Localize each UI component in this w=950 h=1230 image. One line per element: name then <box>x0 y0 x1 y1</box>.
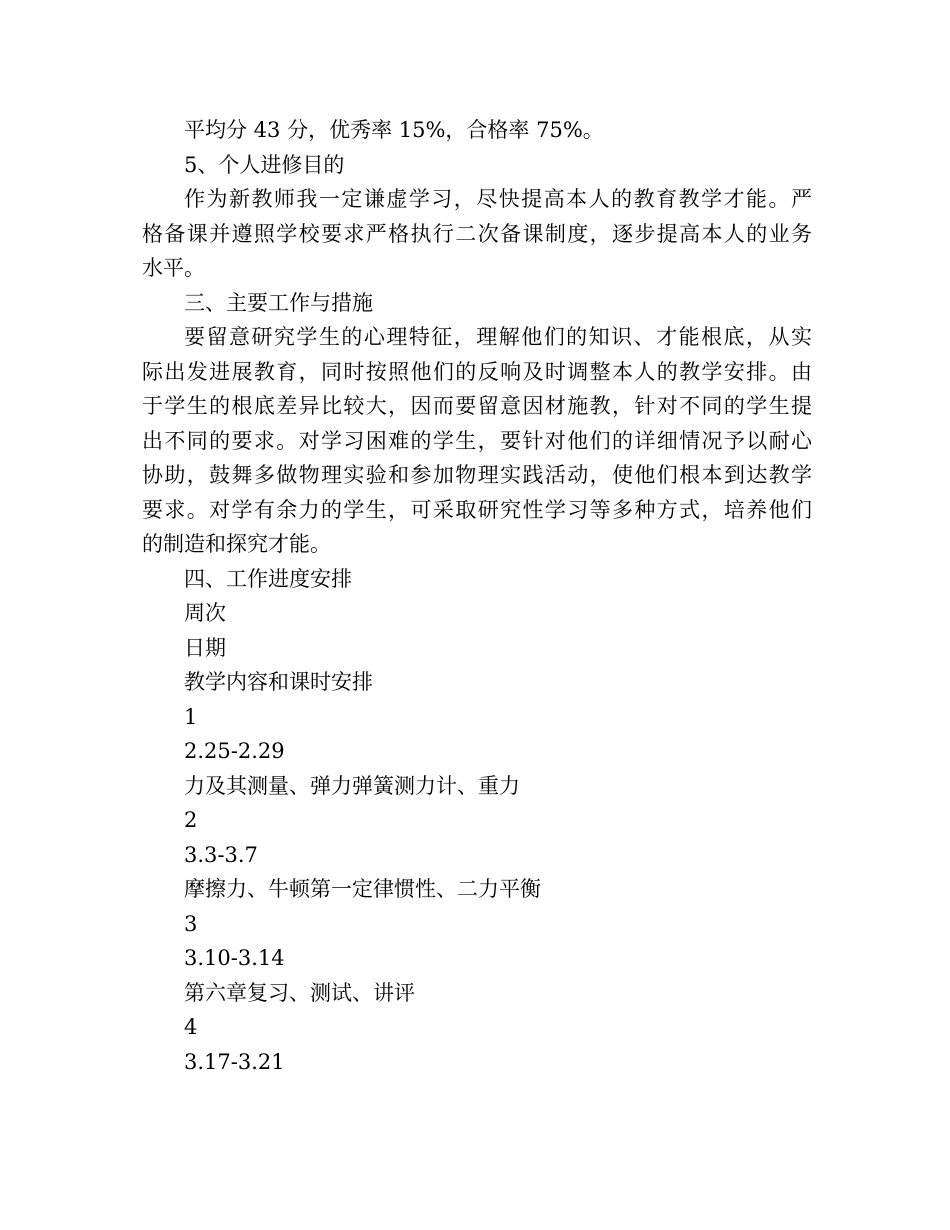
text-line: 教学内容和课时安排 <box>184 670 373 694</box>
text-line: 的制造和探究才能。 <box>142 532 331 556</box>
text-line: 力及其测量、弹力弹簧测力计、重力 <box>184 773 520 798</box>
text-line: 2.25-2.29 <box>184 739 285 763</box>
text-line: 3.10-3.14 <box>184 946 285 970</box>
text-line: 于学生的根底差异比较大，因而要留意因材施教，针对不同的学生提 <box>142 394 812 418</box>
text-line: 周次 <box>184 601 226 625</box>
text-line: 三、主要工作与措施 <box>184 290 373 315</box>
text-line: 5、个人进修目的 <box>184 152 345 177</box>
text-line: 平均分 43 分，优秀率 15%，合格率 75%。 <box>184 118 604 142</box>
text-line: 4 <box>184 1015 198 1039</box>
text-line: 作为新教师我一定谦虚学习，尽快提高本人的教育教学才能。严 <box>184 187 812 211</box>
text-line: 3.17-3.21 <box>184 1049 285 1074</box>
text-line: 3 <box>184 911 198 936</box>
text-line: 摩擦力、牛顿第一定律惯性、二力平衡 <box>184 877 541 901</box>
text-line: 1 <box>184 704 198 729</box>
text-line: 水平。 <box>142 256 205 280</box>
text-line: 要留意研究学生的心理特征，理解他们的知识、才能根底，从实 <box>184 325 812 349</box>
text-line: 际出发进展教育，同时按照他们的反响及时调整本人的教学安排。由 <box>142 359 812 384</box>
text-line: 协助，鼓舞多做物理实验和参加物理实践活动，使他们根本到达教学 <box>142 463 812 487</box>
text-line: 2 <box>184 808 198 832</box>
text-line: 要求。对学有余力的学生，可采取研究性学习等多种方式，培养他们 <box>142 497 812 522</box>
text-line: 日期 <box>184 635 226 660</box>
text-line: 四、工作进度安排 <box>184 566 352 591</box>
text-line: 第六章复习、测试、讲评 <box>184 980 415 1005</box>
text-line: 3.3-3.7 <box>184 842 258 867</box>
text-line: 出不同的要求。对学习困难的学生，要针对他们的详细情况予以耐心 <box>142 428 812 453</box>
text-line: 格备课并遵照学校要求严格执行二次备课制度，逐步提高本人的业务 <box>142 221 812 246</box>
